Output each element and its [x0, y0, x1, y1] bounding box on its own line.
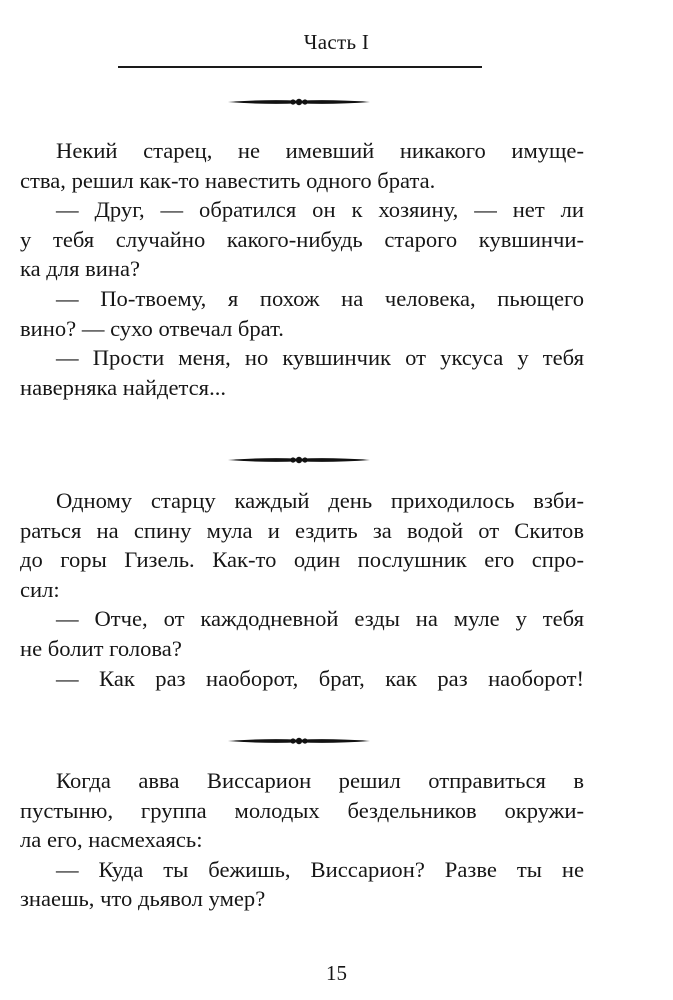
header-rule	[118, 66, 482, 68]
text-line: Некий старец, не имевший никакого имуще-	[56, 138, 584, 163]
text-line: — Отче, от каждодневной езды на муле у тебя	[56, 606, 584, 632]
section-divider-ornament	[226, 454, 372, 466]
text-line: — Куда ты бежишь, Виссарион? Разве ты не	[56, 856, 584, 882]
text-line: раться на спину мула и ездить за водой от Скитов	[20, 517, 584, 543]
text-line: сил:	[20, 576, 60, 602]
section-divider-ornament	[226, 735, 372, 747]
text-line: — По-твоему, я похож на человека, пьющего	[56, 285, 584, 311]
story-2	[20, 486, 584, 693]
text-line: ства, решил как-то навестить одного брата.	[20, 167, 436, 193]
text-line: не болит голова?	[20, 635, 182, 661]
story-3	[20, 766, 584, 914]
story-1	[20, 136, 584, 402]
text-line: Одному старцу каждый день приходилось взби-	[56, 488, 584, 513]
text-line: — Как раз наоборот, брат, как раз наоборот!	[56, 665, 584, 691]
text-line: ка для вина?	[20, 256, 141, 282]
text-line: Когда авва Виссарион решил отправиться в	[56, 768, 584, 793]
text-line: — Друг, — обратился он к хозяину, — нет ли	[56, 197, 584, 223]
text-line: у тебя случайно какого-нибудь старого кувшинчи-	[20, 226, 584, 252]
text-line: наверняка найдется...	[20, 374, 227, 400]
running-head: Часть I	[303, 30, 370, 54]
text-line: — Прости меня, но кувшинчик от уксуса у тебя	[56, 345, 584, 371]
text-line: вино? — сухо отвечал брат.	[20, 315, 284, 341]
page-number: 15	[326, 961, 347, 985]
section-divider-ornament	[226, 96, 372, 108]
text-line: пустыню, группа молодых бездельников окружи-	[20, 797, 584, 823]
text-line: ла его, насмехаясь:	[20, 827, 203, 853]
text-line: знаешь, что дьявол умер?	[20, 886, 266, 912]
text-line: до горы Гизель. Как-то один послушник его спро-	[20, 547, 584, 573]
